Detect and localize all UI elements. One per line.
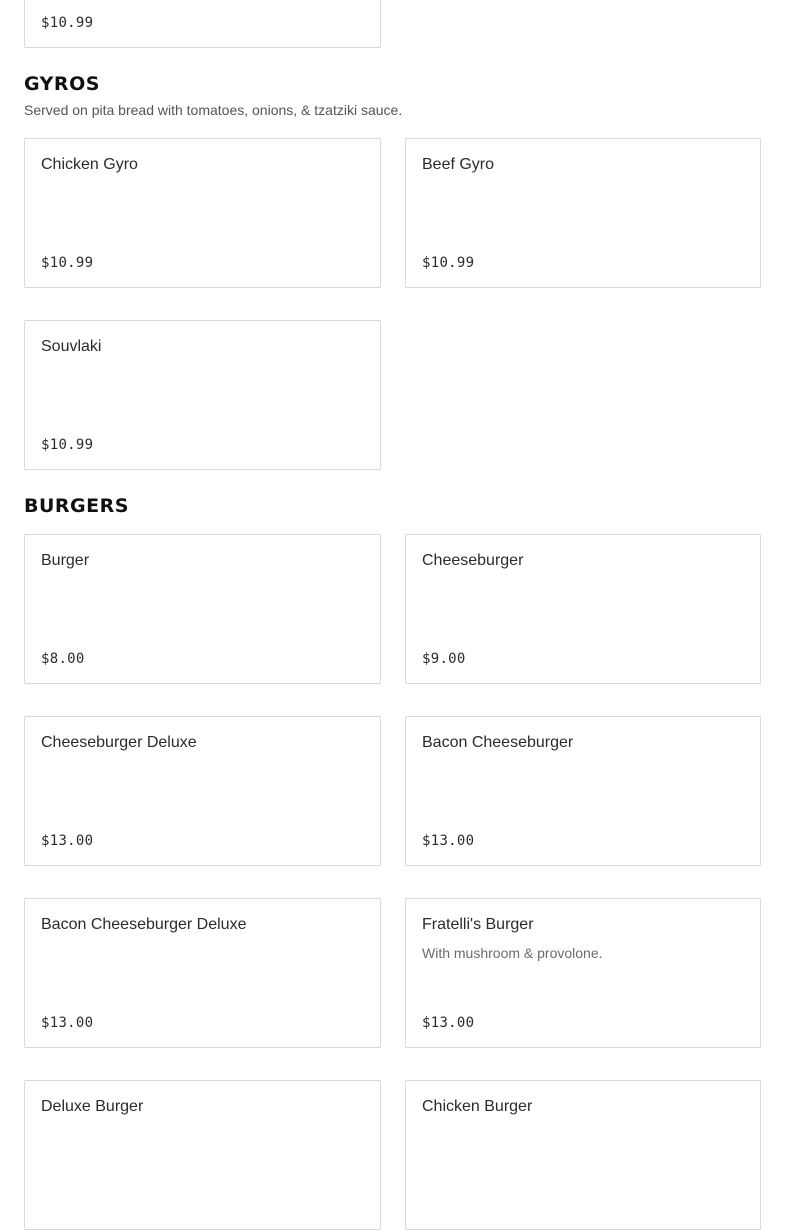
menu-item-price: $10.99 xyxy=(41,255,94,271)
menu-item-name: Souvlaki xyxy=(41,338,102,355)
menu-item-name: Bacon Cheeseburger xyxy=(422,734,574,751)
menu-item-burger[interactable] xyxy=(24,534,381,684)
menu-item-name: Deluxe Burger xyxy=(41,1098,144,1115)
menu-item-description: With mushroom & provolone. xyxy=(422,945,603,961)
menu-item-price: $13.00 xyxy=(422,1015,475,1031)
menu-item-name: Burger xyxy=(41,552,90,569)
menu-item-price: $10.99 xyxy=(41,437,94,453)
menu-item-name: Beef Gyro xyxy=(422,156,495,173)
menu-item-name: Bacon Cheeseburger Deluxe xyxy=(41,916,247,933)
menu-item-price: $10.99 xyxy=(422,255,475,271)
menu-item-beef-gyro[interactable] xyxy=(405,138,761,288)
menu-item-price: $8.00 xyxy=(41,651,85,667)
menu-item-bacon-cheeseburger-deluxe[interactable] xyxy=(24,898,381,1048)
menu-item-bacon-cheeseburger[interactable] xyxy=(405,716,761,866)
section-title-burgers: BURGERS xyxy=(24,495,129,517)
menu-item-cheeseburger[interactable] xyxy=(405,534,761,684)
menu-item-card[interactable] xyxy=(24,0,381,48)
menu-item-chicken-burger[interactable] xyxy=(405,1080,761,1230)
menu-item-name: Chicken Burger xyxy=(422,1098,533,1115)
menu-item-deluxe-burger[interactable] xyxy=(24,1080,381,1230)
menu-item-fratellis-burger[interactable] xyxy=(405,898,761,1048)
section-title-gyros: GYROS xyxy=(24,73,100,95)
menu-item-price: $13.00 xyxy=(41,1015,94,1031)
menu-item-price: $10.99 xyxy=(41,15,94,31)
section-description-gyros: Served on pita bread with tomatoes, onions, & tzatziki sauce. xyxy=(24,102,403,118)
menu-item-name: Fratelli's Burger xyxy=(422,916,534,933)
menu-item-chicken-gyro[interactable] xyxy=(24,138,381,288)
menu-item-cheeseburger-deluxe[interactable] xyxy=(24,716,381,866)
menu-item-price: $13.00 xyxy=(422,833,475,849)
menu-item-souvlaki[interactable] xyxy=(24,320,381,470)
menu-item-price: $9.00 xyxy=(422,651,466,667)
menu-item-name: Cheeseburger xyxy=(422,552,524,569)
menu-item-price: $13.00 xyxy=(41,833,94,849)
menu-item-name: Cheeseburger Deluxe xyxy=(41,734,197,751)
menu-item-name: Chicken Gyro xyxy=(41,156,138,173)
